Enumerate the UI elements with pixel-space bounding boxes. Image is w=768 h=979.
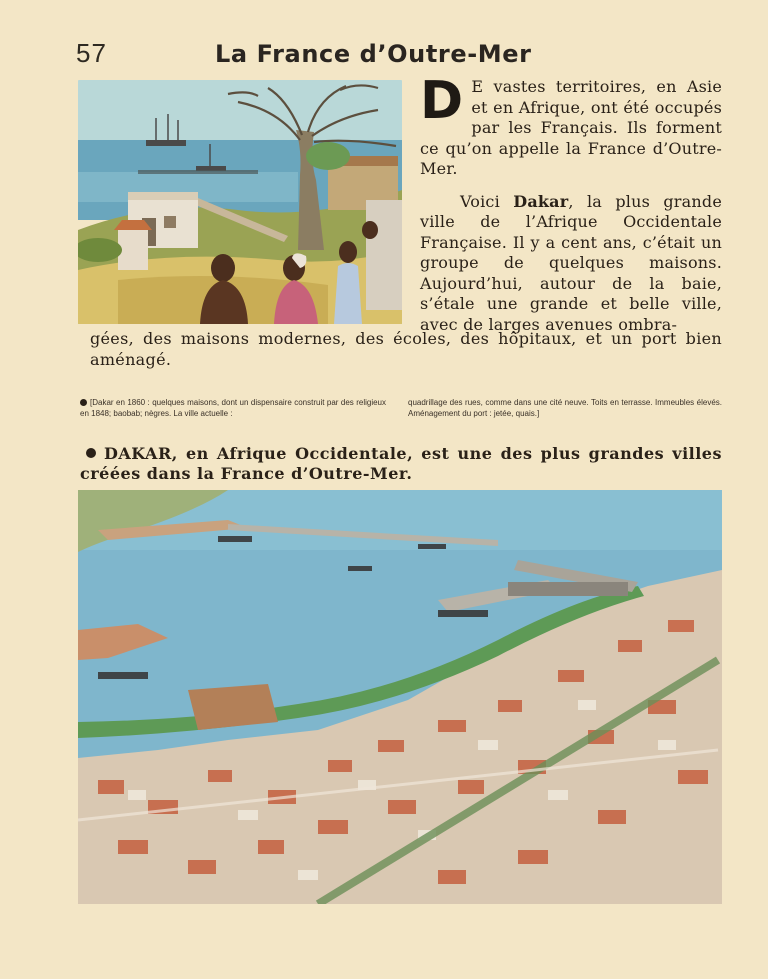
- bullet-icon: [86, 448, 96, 458]
- caption-left: [80, 398, 386, 419]
- intro-text: [420, 71, 723, 335]
- intro-paragraph-1: E vastes territoires, en Asie et en Afrique, ont été occupés par les Français. Ils forment ce qu’on appelle la France d’Outre-Mer.: [420, 77, 722, 178]
- drop-cap: D: [420, 71, 464, 131]
- page-number: 57: [76, 38, 107, 68]
- bullet-icon: [80, 399, 87, 406]
- headline-text: DAKAR, en Afrique Occidentale, est une des plus grandes villes créées dans la France d’Outre-Mer.: [80, 444, 722, 483]
- intro-paragraph-2: [420, 192, 722, 336]
- intro-paragraph-2-start: Voici: [460, 191, 514, 211]
- intro-paragraph-2-rest: , la plus grande ville de l’Afrique Occidentale Française. Il y a cent ans, c’était un groupe de quelques maisons. Aujourd’hui, autour de la baie, s’étale une grande et belle ville, avec de larges avenues ombra-: [420, 191, 723, 334]
- caption-right: quadrillage des rues, comme dans une cité neuve. Toits en terrasse. Immeubles élevés. Aménagement du port : jetée, quais.]: [408, 398, 722, 418]
- dakar-highlight: Dakar: [513, 191, 569, 211]
- intro-paragraph-2-continued: gées, des maisons modernes, des écoles, des hôpitaux, et un port bien aménagé.: [90, 329, 722, 369]
- caption-left-text: [Dakar en 1860 : quelques maisons, dont un dispensaire construit par des religieux en 1848; baobab; nègres. La ville actuelle :: [80, 398, 386, 418]
- illustration-dakar-aerial: [78, 490, 722, 904]
- page-title: La France d’Outre-Mer: [215, 40, 532, 68]
- illustration-dakar-1860-drawing: [78, 80, 402, 324]
- illustration-dakar-1860: [78, 80, 402, 324]
- illustration-dakar-aerial-drawing: [78, 490, 722, 904]
- headline: [80, 444, 722, 484]
